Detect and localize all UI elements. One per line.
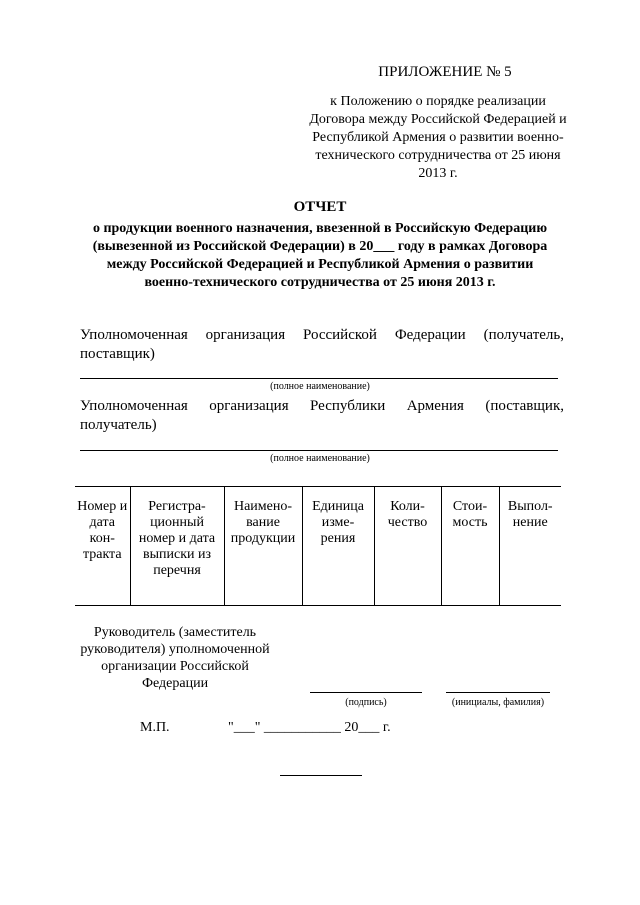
signature-caption: (подпись): [345, 697, 387, 708]
org-rf-label: Уполномоченная организация Российской Федерации (получатель, поставщик): [80, 327, 564, 362]
signature-line: [310, 692, 422, 693]
org-rf-blank-line: [80, 378, 558, 379]
end-divider: [280, 775, 362, 776]
column-header-unit: Единица изме- рения: [302, 487, 374, 606]
org-ra-caption: (полное наименование): [270, 453, 370, 464]
table-header-row: [75, 487, 561, 606]
column-header-registration: Регистра- ционный номер и дата выписки из перечня: [130, 487, 224, 606]
appendix-title: ПРИЛОЖЕНИЕ № 5: [378, 64, 512, 80]
org-ra-blank-line: [80, 450, 558, 451]
column-header-execution: Выпол- нение: [499, 487, 561, 606]
name-caption: (инициалы, фамилия): [451, 697, 545, 708]
org-rf-caption: (полное наименование): [270, 381, 370, 392]
report-table: [75, 486, 561, 606]
appendix-subtitle: к Положению о порядке реализации Договора между Российской Федерацией и Республикой Армения о развитии военно-технического сотрудничества от 25 июня 2013 г.: [309, 94, 567, 181]
column-header-quantity: Коли- чество: [374, 487, 441, 606]
stamp-place: М.П.: [140, 720, 170, 735]
report-title: ОТЧЕТ: [293, 199, 347, 215]
column-header-product: Наимено- вание продукции: [224, 487, 302, 606]
signer-label: Руководитель (заместитель руководителя) уполномоченной организации Российской Федерации: [80, 625, 270, 691]
column-header-contract: Номер и дата кон- тракта: [75, 487, 130, 606]
date-line: "___" ___________ 20___ г.: [228, 720, 391, 735]
org-ra-label: Уполномоченная организация Республики Армения (поставщик, получатель): [80, 398, 564, 433]
name-line: [446, 692, 550, 693]
report-subtitle: о продукции военного назначения, ввезенной в Российскую Федерацию (вывезенной из Российской Федерации) в 20___ году в рамках Договора между Российской Федерацией и Республикой Армения о развитии военно-технического сотрудничества от 25 июня 2013 г.: [92, 221, 548, 290]
column-header-cost: Стои- мость: [441, 487, 499, 606]
